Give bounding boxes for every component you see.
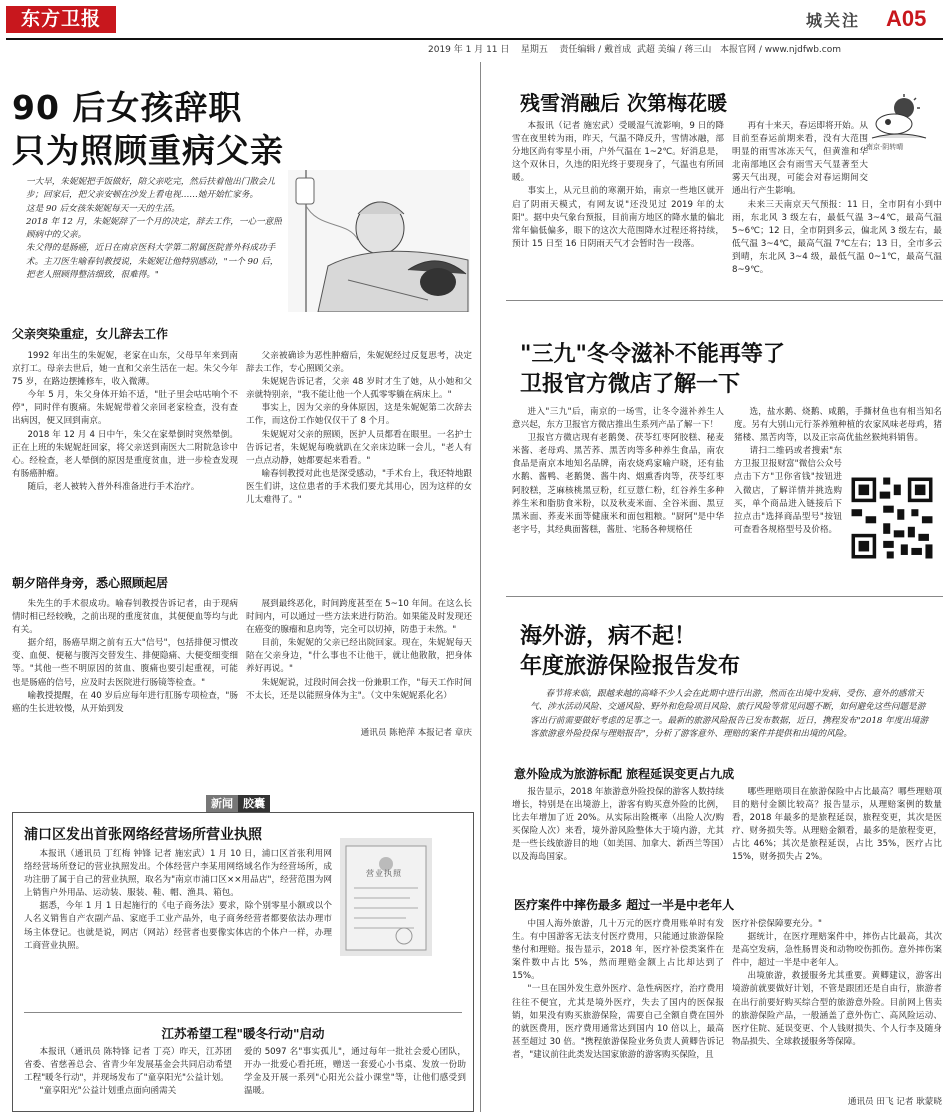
lead-section2-col1 xyxy=(12,598,238,740)
section-label: 城关注 xyxy=(806,11,861,30)
paragraph: 朱妮妮对父亲的照顾，医护人员都看在眼里。一名护士告诉记者，朱妮妮每晚就趴在父亲床边眯一会儿，"老人有一点点动静，她都要起来看看。" xyxy=(246,429,472,466)
lead-headline-line1: 90 后女孩辞职 xyxy=(12,88,243,127)
page-number: A05 xyxy=(886,6,927,31)
brief2-col1 xyxy=(24,1046,232,1108)
paragraph: 随后，老人被转入普外科准备进行手术治疗。 xyxy=(27,481,200,492)
weather-cartoon-icon xyxy=(864,94,934,142)
paragraph: 今年 5 月，朱父身体开始不适，"肚子里会咕咕响个不停"，同时伴有腹痛。朱妮妮带着父亲回老家检查，没有查出病因，便又回到南京。 xyxy=(12,390,238,427)
issue-weekday: 星期五 xyxy=(520,45,548,55)
paragraph: "一旦在国外发生意外医疗、急性病医疗，治疗费用往往不便宜，尤其是境外医疗，失去了国内的医保报销，如果没有购买旅游保险，需要自己全额自费在国外的就医费用，医疗费用通常达到国内 10 倍以上，最高甚至超过 30 倍。"携程旅游保险业务负责人黄卿告诉记者，"建议前往此类发达国家旅游的游客购买保险，且 xyxy=(512,984,724,1060)
paragraph: 进入"三九"后，南京的一场雪，让冬令滋补养生人意兴起，东方卫报官方微店推出生系列产品了解一下！ xyxy=(512,407,724,431)
sanjiu-headline-line1: "三九"冬令滋补不能再等了 xyxy=(520,342,785,367)
paragraph: 喻教授提醒，在 40 岁后应每年进行肛肠专项检查，"肠癌的生长进较慢，从开始到发 xyxy=(12,690,238,714)
travel-headline-line2: 年度旅游保险报告发布 xyxy=(520,654,741,679)
lead-section1-col2 xyxy=(246,350,472,546)
paragraph: 本报讯（通讯员 陈特锋 记者 丁亮）昨天，江苏团省委、省慈善总会、省青少年发展基金会共同启动希望工程"暖冬行动"，并现场发布了"童享阳光"公益计划。 xyxy=(24,1047,232,1084)
paragraph: 2018 年 12 月 4 日中午，朱父在家晕倒时突然晕倒。正在上班的朱妮妮赶回家，将父亲送到南医大二附院急诊中心。经检查，老人晕倒的原因是重度贫血，进一步检查发现有肠癌肿瘤。 xyxy=(12,429,238,479)
lead-intro: 一大早，朱妮妮把手饭做好，陪父亲吃完，然后扶着他出门散会儿步；回家后，把父亲安顿在沙发上看电视……她开始忙家务。 这是 90 后女孩朱妮妮每天一天的生活。 2018 年 12 月，朱妮妮辞了一个月的决定，辞去工作，一心一意照顾病中的父亲。 朱父得的是肠癌，近日在南京医科大学第二附属医院普外科成功手术。主刀医生喻春钊教授说，朱妮妮让他特别感动，"一个 90 后，把老人照顾得整洁细致，很难得。" xyxy=(26,177,282,281)
issue-designer: 武超 美编 / 蒋三山 xyxy=(636,45,712,55)
issue-info xyxy=(428,42,841,55)
lead-byline: 通讯员 陈艳萍 本报记者 章庆 xyxy=(360,728,472,738)
paragraph: "童享阳光"公益计划重点面向函需关 xyxy=(39,1086,177,1097)
paragraph: 本报讯（记者 施宏武）受暖湿气流影响，9 日的降雪在夜里转为雨，昨天，气温不降反升，雪情冰融，部分地区尚有零星小雨，户外气温在 1~2℃。好消息是，这个双休日，久违的阳光终于要现身了，气温也有所回暖。 xyxy=(512,121,724,184)
weather-icon-caption: 南京·阴转晴 xyxy=(866,143,904,151)
section-heading-2: 朝夕陪伴身旁，悉心照顾起居 xyxy=(12,576,169,590)
brief1-title: 浦口区发出首张网络经营场所营业执照 xyxy=(24,827,262,843)
sanjiu-headline xyxy=(520,340,785,400)
lead-section2-col2 xyxy=(246,598,472,726)
license-title: 营业执照 xyxy=(366,869,402,878)
paragraph: 朱妮妮说，过段时间会找一份兼职工作，"每天工作时间不太长，还是以能照身体为主"。（文中朱妮妮系化名） xyxy=(246,677,472,701)
tag-news: 新闻 xyxy=(206,795,238,812)
paragraph: 朱先生的手术很成功。喻春钊教授告诉记者，由于现病情时相已经较晚，之前出现的重度贫血，其便便血等均与此有关。 xyxy=(12,599,238,636)
paragraph: 据介绍，肠癌早期之前有五大"信号"，包括排便习惯改变、血便、便秘与腹泻交替发生、排便隐痛、大便变细变细等。"其他一些不明原因的贫血、腹痛也要引起重视，可能也是肠癌的信号，应及时去医院进行肠镜等检查。" xyxy=(12,638,238,688)
travel-section1-col1 xyxy=(512,786,724,878)
travel-headline xyxy=(520,622,740,682)
weather-col2 xyxy=(732,120,942,290)
wechat-qr-code-icon[interactable] xyxy=(848,474,936,562)
lead-headline xyxy=(12,86,312,172)
paragraph: 报告显示，2018 年旅游意外险投保的游客人数持续增长，特别是在出境游上，游客有购买意外险的比例，比去年增加了近 20%。从实际出险概率（出险人次/购买保险人次）来看，境外游风险整体大于境内游，尤其是一些长线旅游目的地（如美国、加拿大、新西兰等国）以及海岛国家。 xyxy=(512,787,724,863)
paragraph: 医疗补偿保障要充分。" xyxy=(732,919,822,929)
paragraph: 据统计，在医疗理赔案件中，摔伤占比最高，其次是高空发病，急性肠胃炎和动物咬伤抓伤。意外摔伤案件中，超过一半是中老年人。 xyxy=(732,932,942,969)
travel-section2-col1 xyxy=(512,918,724,1110)
paragraph: 1992 年出生的朱妮妮，老家在山东，父母早年来到南京打工。母亲去世后，她一直和父亲生活在一起。朱父今年 75 岁，在路边摆摊修车，收入微薄。 xyxy=(12,351,238,388)
lead-headline-line2: 只为照顾重病父亲 xyxy=(12,131,284,170)
travel-subhead-2: 医疗案件中摔伤最多 超过一半是中老年人 xyxy=(514,898,735,912)
column-divider xyxy=(480,62,481,1112)
paragraph: 出境旅游，救援服务尤其重要。黄卿建议，游客出境游前就要做好计划，不管是跟团还是自由行，旅游者在出行前要好购买综合型的旅游意外险。目前网上售卖的旅游保险产品，一般涵盖了意外伤亡、高风险运动、医疗住院、延误变更、个人钱财损失、个人行李及随身物品损失、全球救援服务等保障。 xyxy=(732,971,942,1047)
header-rule xyxy=(6,38,943,40)
paragraph: 朱妮妮告诉记者，父亲 48 岁时才生了她，从小她和父亲就特别亲，"我不能让他一个人孤零零躺在病床上。" xyxy=(246,377,472,401)
paragraph: 展到最终恶化，时间跨度甚至在 5~10 年间。在这么长时间内，可以通过一些方法来进行防治。如果能及时发现还在癌变的腺瘤和息肉等，完全可以切掉，防患于未然。" xyxy=(246,599,472,636)
paragraph: 目前，朱妮妮的父亲已经出院回家。现在，朱妮妮每天陪在父亲身边，"什么事也不让他干，就让他散散，把身体养好再说。" xyxy=(246,638,472,675)
paragraph: 事实上，从元旦前的寒潮开始，南京一些地区就开启了阴雨天模式，有网友说"还没见过 2019 年的太阳"。据中央气象台预报，目前南方地区的降水量的偏北常年偏低偏多，眼下的这次大范围降水过程还将持续，预计 15 日至 16 日阴雨天气才会暂时告一段落。 xyxy=(512,186,724,249)
masthead-logo: 东方卫报 xyxy=(6,6,116,33)
right-divider-2 xyxy=(506,596,943,597)
weather-col1 xyxy=(512,120,724,290)
section-heading-1: 父亲突染重症，女儿辞去工作 xyxy=(12,327,169,341)
paragraph: 喻春钊教授对此也是深受感动，"手术台上，我还特地跟医生们讲，这位患者的手术我们要尤其用心，因为这样的女儿太难得了。" xyxy=(246,468,472,506)
tag-capsule: 胶囊 xyxy=(238,795,270,812)
paragraph: 本报讯（通讯员 丁红梅 钟锋 记者 施宏武）1 月 10 日，浦口区首张利用网络经营场所登记的营业执照发出。个体经营户李某用网络域名作为经营场所，成功注册了属于自己的营业执照，取名为"南京市浦口区××用品店"，经营范围为网上销售户外用品、运动装、服装、鞋、帽、渔具、箱包。 xyxy=(24,849,332,899)
lead-section1-col1 xyxy=(12,350,238,546)
travel-headline-line1: 海外游，病不起！ xyxy=(520,624,697,649)
travel-intro: 春节将来临，跟越来越的高峰不少人会在此期中进行出游，然而在出境中发病、受伤、意外的感常天气、涉水活动风险、交通风险、野外和危险项目风险、旅行风险等常见问题不断，如何避免这些问题是游客出行前需要做好考虑的足事之一。最新的旅游风险报告已发布数据，近日，携程发布"2018 年度出境游客旅游意外险投保与理赔报告"，分析了游客意外、理赔的案件并提供和出境的风险。 xyxy=(530,689,929,739)
travel-section2-col2 xyxy=(732,918,942,1094)
travel-byline: 通讯员 田飞 记者 耿蒙晓 xyxy=(847,1097,942,1107)
paragraph: 爱的 5097 名"事实孤儿"，通过每年一批社会爱心团队，开办一批爱心看托班，赠送一套爱心小书桌、发放一份助学金及开展一系列"心阳光公益小课堂"等，让他们感受到温暖。 xyxy=(244,1047,466,1097)
sanjiu-col1 xyxy=(512,406,724,576)
weather-headline: 残雪消融后 次第梅花暖 xyxy=(520,91,727,115)
paragraph: 事实上，因为父亲的身体原因，这是朱妮妮第二次辞去工作，而这份工作她仅仅干了 8 个月。 xyxy=(246,403,472,427)
brief1-text xyxy=(24,848,332,972)
paragraph: 未来三天南京天气预报：11 日，全市阴有小到中雨，东北风 3 级左右，最低气温 3~4℃，最高气温 5~6℃；12 日，全市阴到多云，偏北风 3 级左右，最低气温 3~4℃，最高气温 7℃左右；13 日，全市多云到晴，东北风 3~4 级，最低气温 0~1℃，最高气温 8~9℃。 xyxy=(732,199,942,276)
paragraph: 中国人海外旅游，几十万元的医疗费用账单时有发生。有中国游客无法支付医疗费用，只能通过旅游保险垫付和理赔。报告显示，2018 年，医疗补偿类案件在案件数中占比 5%，然而理赔金额上占比却达到了 15%。 xyxy=(512,919,724,982)
issue-date: 2019 年 1 月 11 日 xyxy=(428,45,510,55)
travel-section1-col2 xyxy=(732,786,942,878)
issue-website[interactable]: 本报官网 / www.njdfwb.com xyxy=(720,45,841,55)
paragraph: 再有十来天，春运即将开始。从目前至春运前期来看，没有大范围明显的雨雪冰冻天气，但黄淮和华北南部地区会有雨雪天气显著至大雾天气出现，可能会对春运期间交通出行产生影响。 xyxy=(732,121,868,197)
paragraph: 父亲被确诊为恶性肿瘤后，朱妮妮经过反复思考，决定辞去工作，专心照顾父亲。 xyxy=(246,351,472,375)
paragraph: 卫报官方微店现有老鹅煲、茯苓红枣阿胶糕、秘麦米酱、老母鸡、黑苦荞、黑苦肉等多种养生食品，南农食品是南京本地知名品牌，南农烧鸡家喻户晓，还有盐水鹅、酱鸭、老鹅煲、酱牛肉、烟熏香肉等，茯苓红枣阿胶糕，芝麻核桃黑豆粉，红豆薏仁粉，红谷养生多种养生米和脂肪食米粉，以及秋麦米面、全谷米面、黑豆黑米面、荞麦米面等健康米和面包粗粮。"厨阿"是中华老字号，其经典面酱糕，酱肚、宅肠各种规格任 xyxy=(512,433,724,535)
paragraph: 请扫二维码或者搜索"东方卫报卫报财富"微信公众号点击下方"卫你省钱"按钮进入微店，了解详情并挑选购买，单个商品进入链接后下拉点击"选择商品型号"按钮可查看各规格型号及价格。 xyxy=(734,446,842,535)
sanjiu-headline-line2: 卫报官方微店了解一下 xyxy=(520,372,741,397)
patient-illustration xyxy=(288,170,470,312)
paragraph: 据悉，今年 1 月 1 日起施行的《电子商务法》要求，除个别零星小额或以个人名义销售自产农副产品、家庭手工业产品外，电子商务经营者都要依法办理市场主体登记。也就是说，网店（网站）经营者也要像实体店的个体户一样，办理工商营业执照。 xyxy=(24,901,332,951)
paragraph: 哪些理赔项目在旅游保险中占比最高？哪些理赔项目的赔付金额比较高？报告显示，从理赔案例的数量看，2018 年最多的是旅程延误，旅程变更，其次是医疗、财务损失等。从理赔金额看，最多的是旅程变更，占比 46%；其次是旅程延误，占比 35%，医疗占比 15%，财务损失占 2%。 xyxy=(732,787,942,863)
brief-divider xyxy=(24,1012,462,1013)
brief2-col2 xyxy=(244,1046,466,1108)
news-brief-tag xyxy=(206,792,270,811)
business-license-photo xyxy=(340,838,432,956)
travel-subhead-1: 意外险成为旅游标配 旅程延误变更占九成 xyxy=(514,767,735,781)
paragraph: 选，盐水鹅、烧鹅、咸鹅，手撕材鱼也有相当知名度。另有大别山元行茶养殖种植的农家风味老母鸡，猪猪楼、黑苦肉等，以及正宗高优盐丝猴炖料销售。 xyxy=(734,407,942,444)
brief2-title: 江苏希望工程"暖冬行动"启动 xyxy=(161,1026,325,1041)
issue-editor: 责任编辑 / 戴首成 xyxy=(559,45,632,55)
right-divider-1 xyxy=(506,300,943,301)
